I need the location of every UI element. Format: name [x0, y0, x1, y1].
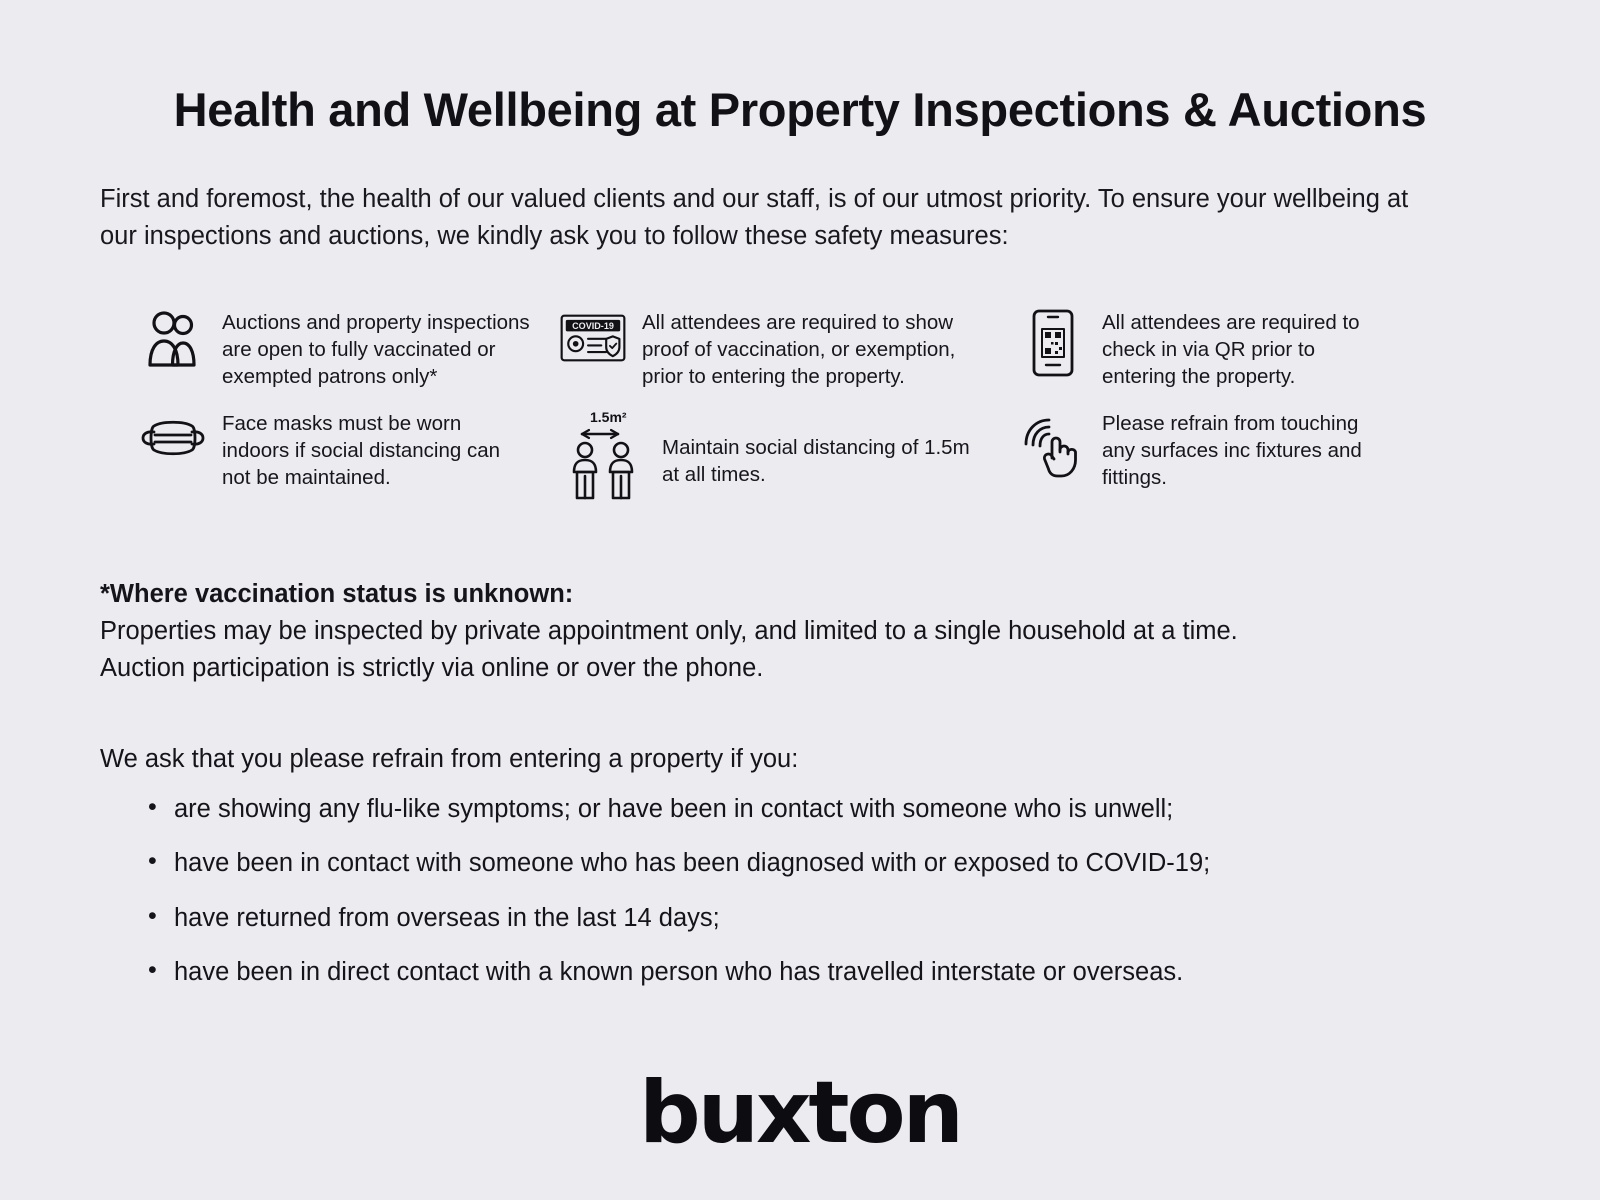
logo-text: buxton [639, 1063, 961, 1163]
covid-19-vaccination-certificate-icon [560, 307, 626, 383]
vaccination-status-line-2: Auction participation is strictly via online or over the phone. [100, 654, 764, 683]
social-distancing-icon [560, 408, 646, 504]
refrain-list [100, 792, 1500, 990]
intro-paragraph: First and foremost, the health of our valued clients and our staff, is of our utmost priority. To ensure your wellbeing at our inspections and auctions, we kindly ask you to follow these safety measures: [100, 185, 1409, 250]
measure-item [140, 307, 560, 390]
face-mask-icon [140, 408, 206, 484]
measure-item [1020, 307, 1440, 390]
svg-text:COVID-19: COVID-19 [572, 320, 614, 331]
vaccination-status-line-1: Properties may be inspected by private appointment only, and limited to a single household at a time. [100, 617, 1238, 646]
measure-text: All attendees are required to check in via QR prior to entering the property. [1102, 310, 1360, 389]
page-title: Health and Wellbeing at Property Inspections & Auctions [173, 83, 1427, 136]
list-item: • are showing any flu-like symptoms; or have been in contact with someone who is unwell; [148, 792, 1500, 826]
list-item: • have returned from overseas in the last 14 days; [148, 901, 1500, 935]
measure-item [560, 307, 1020, 390]
two-people-icon [140, 307, 206, 383]
vaccination-status-note [100, 576, 1500, 687]
measure-item [1020, 408, 1440, 504]
no-touching-surfaces-icon [1020, 408, 1086, 478]
refrain-section [100, 741, 1500, 990]
svg-text:1.5m²: 1.5m² [590, 409, 627, 426]
refrain-intro: We ask that you please refrain from entering a property if you: [100, 744, 799, 773]
measure-text: Auctions and property inspections are open to fully vaccinated or exempted patrons only* [222, 310, 530, 389]
measure-item [140, 408, 560, 504]
phone-qr-code-icon [1020, 307, 1086, 383]
measure-text: Maintain social distancing of 1.5m at all times. [662, 436, 970, 487]
list-item: • have been in contact with someone who has been diagnosed with or exposed to COVID-19; [148, 846, 1500, 880]
measure-text: All attendees are required to show proof of vaccination, or exemption, prior to entering the property. [642, 310, 956, 389]
measure-item [560, 408, 1020, 504]
measure-text: Face masks must be worn indoors if social distancing can not be maintained. [222, 412, 501, 490]
list-item: • have been in direct contact with a known person who has travelled interstate or overseas. [148, 955, 1500, 989]
measure-text: Please refrain from touching any surfaces inc fixtures and fittings. [1102, 412, 1362, 490]
brand-logo [0, 1063, 1600, 1163]
safety-measures-grid [100, 307, 1500, 504]
vaccination-status-heading: *Where vaccination status is unknown: [100, 580, 574, 609]
